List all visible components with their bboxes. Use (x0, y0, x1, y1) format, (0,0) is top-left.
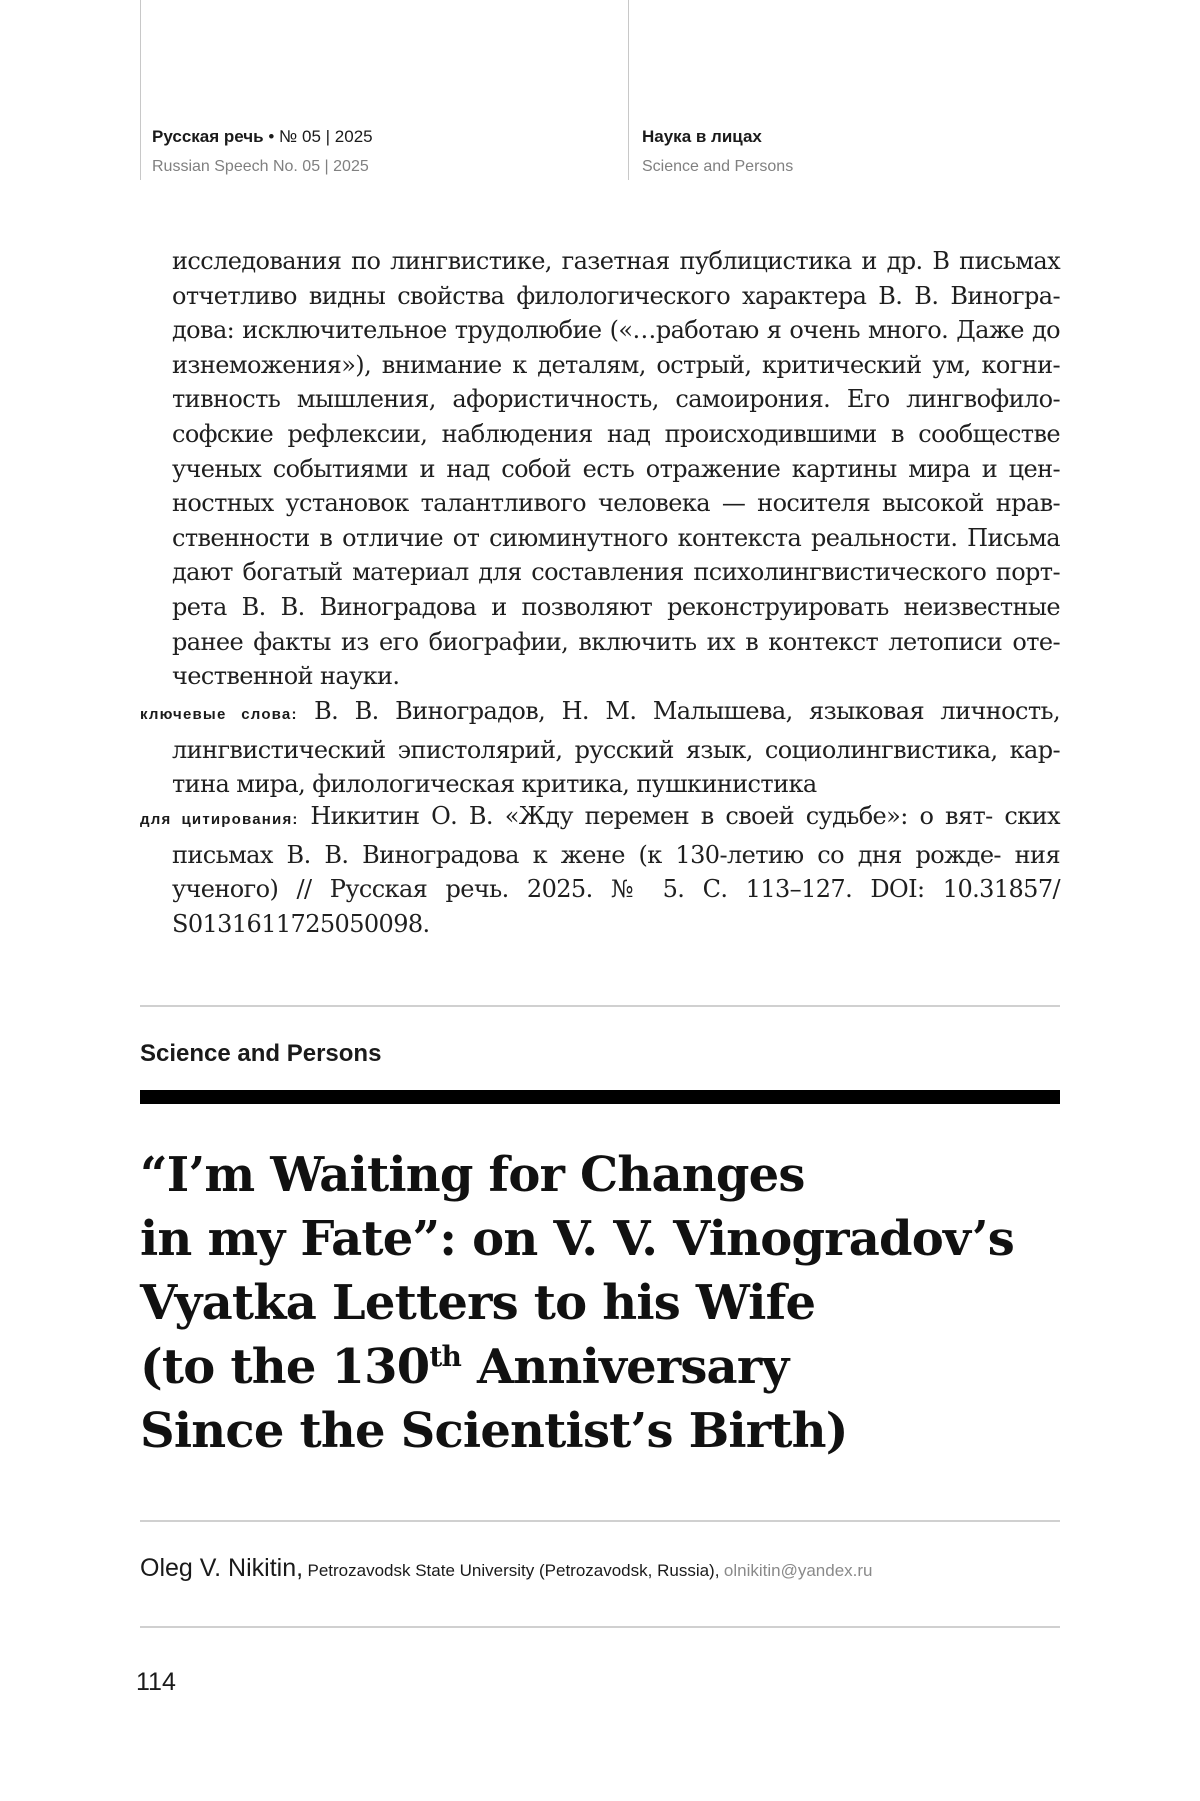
citation-line: Никитин О. В. «Жду перемен в своей судьбе»: о вят- (310, 802, 1005, 830)
author-line (140, 1554, 873, 1583)
keywords-body: ключевые слова: В. В. Виноградов, Н. М. Малышева, языковая личность, лингвистический эпистолярий, русский язык, социолингвистика, кар- тина мира, филологическая критика, пушкинистика (140, 697, 1060, 799)
abstract-line: ученых событиями и над собой есть отражение картины мира и цен- (172, 454, 1060, 483)
journal-line (152, 124, 373, 150)
citation-line: S0131611725050098. (172, 909, 430, 938)
keywords-line: В. В. Виноградов, Н. М. Малышева, языковая личность, (314, 697, 1060, 725)
header-left-divider (140, 0, 141, 180)
abstract-line: дают богатый материал для составления психолингвистического порт- (172, 558, 1060, 587)
title-line-3: Vyatka Letters to his Wife (140, 1275, 816, 1331)
abstract-line: тивность мышления, афористичность, самоирония. Его лингвофило- (172, 385, 1060, 414)
abstract-line: рета В. В. Виноградова и позволяют реконструировать неизвестные (172, 592, 1060, 621)
header-left (152, 124, 373, 180)
keywords-block (140, 694, 1060, 802)
keywords-line: лингвистический эпистолярий, русский язык, социолингвистика, кар- (172, 735, 1060, 764)
article-title-en (140, 1143, 1060, 1463)
title-line-4: (to the 130th Anniversary (140, 1339, 789, 1395)
title-line-2: in my Fate”: on V. V. Vinogradov’s (140, 1211, 1014, 1267)
header-right (642, 124, 793, 180)
abstract-line: изнеможения»), внимание к деталям, острый, критический ум, когни- (172, 350, 1060, 379)
abstract-line: отчетливо видны свойства филологического характера В. В. Виногра- (172, 281, 1060, 310)
divider-top (140, 1005, 1060, 1007)
header-bullet: • (268, 127, 275, 146)
author-affiliation: Petrozavodsk State University (Petrozavodsk, Russia), (307, 1561, 720, 1580)
abstract-line: ностных установок талантливого человека — носителя высокой нрав- (172, 489, 1060, 518)
abstract-line: чественной науки. (172, 662, 400, 691)
page-number: 114 (136, 1668, 176, 1696)
citation-body: для цитирования: Никитин О. В. «Жду перемен в своей судьбе»: о вят- ских письмах В. В. Виноградова к жене (к 130-летию со дня рожде- ния ученого) // Русская речь. 2025. № 5. С. 113–127. DOI: 10.31857/ S0131611725050098. (140, 802, 1060, 938)
title-superscript: th (429, 1340, 462, 1373)
title-line-5: Since the Scientist’s Birth) (140, 1403, 848, 1459)
abstract-line: софские рефлексии, наблюдения над происходившими в сообществе (172, 419, 1060, 448)
citation-label: для цитирования (140, 811, 293, 828)
section-title-en: Science and Persons (140, 1040, 382, 1067)
citation-line: ских письмах В. В. Виноградова к жене (к 130-летию со дня рожде- (172, 802, 1060, 869)
section-subtitle: Science and Persons (642, 158, 794, 175)
citation-text (172, 802, 1060, 938)
keywords-text (172, 697, 1060, 798)
keywords-line: тина мира, филологическая критика, пушкинистика (172, 770, 817, 799)
abstract-text (172, 244, 1060, 694)
journal-title: Русская речь (152, 127, 264, 146)
citation-line: ния ученого) // Русская речь. 2025. № 5. С. 113–127. DOI: 10.31857/ (172, 840, 1060, 904)
abstract-line: ранее факты из его биографии, включить их в контекст летописи оте- (172, 627, 1060, 656)
citation-block (140, 799, 1060, 941)
section-title-ru: Наука в лицах (642, 127, 762, 146)
author-email[interactable]: olnikitin@yandex.ru (723, 1561, 873, 1580)
journal-subtitle: Russian Speech No. 05 | 2025 (152, 158, 369, 175)
section-bar (140, 1090, 1060, 1104)
title-line-1: “I’m Waiting for Changes (140, 1147, 805, 1203)
header-right-divider (628, 0, 629, 180)
keywords-label: ключевые слова (140, 706, 292, 723)
divider-author-bottom (140, 1626, 1060, 1628)
abstract-line: исследования по лингвистике, газетная публицистика и др. В письмах (172, 247, 1060, 275)
abstract-line: дова: исключительное трудолюбие («…работаю я очень много. Даже до (172, 316, 1060, 345)
abstract-line: ственности в отличие от сиюминутного контекста реальности. Письма (172, 523, 1060, 552)
journal-issue: № 05 | 2025 (279, 127, 373, 146)
divider-author-top (140, 1520, 1060, 1522)
author-name: Oleg V. Nikitin, (140, 1554, 304, 1582)
